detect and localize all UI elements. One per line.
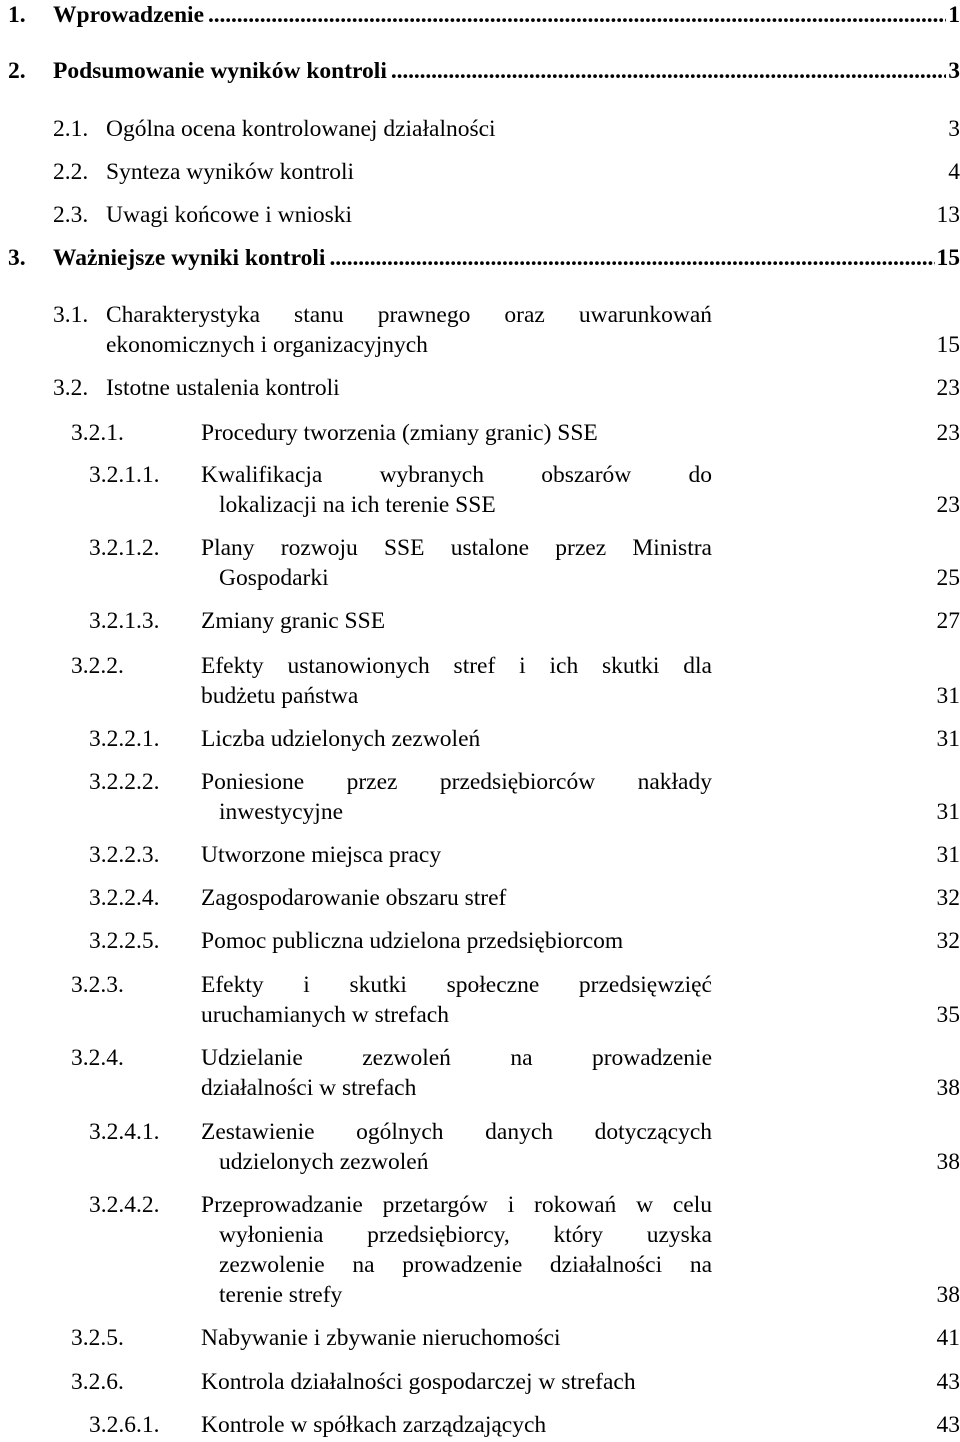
toc-page-number: 23: [936, 375, 960, 401]
toc-entry[interactable]: [0, 1367, 960, 1397]
toc-title-line: udzielonych zezwoleń: [219, 1149, 429, 1175]
toc-page-number: 35: [936, 1002, 960, 1028]
toc-entry[interactable]: [0, 651, 960, 711]
toc-title-line: ekonomicznych i organizacyjnych: [106, 332, 428, 358]
toc-title: Istotne ustalenia kontroli: [106, 375, 340, 401]
toc-page-number: 4: [948, 159, 960, 185]
toc-page-number: 23: [936, 492, 960, 518]
toc-number: 1.: [8, 0, 53, 30]
toc-title-line: Udzielanie zezwoleń na prowadzenie: [201, 1045, 712, 1071]
toc-page-number: 13: [936, 202, 960, 228]
toc-entry[interactable]: [0, 767, 960, 827]
toc-entry[interactable]: [0, 1117, 960, 1177]
toc-title: Kontrole w spółkach zarządzających: [201, 1412, 547, 1438]
toc-entry[interactable]: [0, 200, 960, 230]
toc-number: 3.2.1.2.: [89, 535, 160, 561]
toc-page-number: 3: [948, 116, 960, 142]
toc-page-number: 31: [936, 683, 960, 709]
toc-title-line: budżetu państwa: [201, 683, 359, 709]
toc-page-number: 38: [936, 1149, 960, 1175]
toc-title-line: inwestycyjne: [219, 799, 343, 825]
toc-entry[interactable]: [0, 1190, 960, 1310]
toc-entry[interactable]: [0, 418, 960, 448]
toc-entry[interactable]: [0, 606, 960, 636]
toc-number: 3.2.: [53, 375, 89, 401]
toc-title: Liczba udzielonych zezwoleń: [201, 726, 481, 752]
toc-page-number: 25: [936, 565, 960, 591]
toc-page-number: 31: [936, 799, 960, 825]
toc-title: Utworzone miejsca pracy: [201, 842, 442, 868]
toc-title-line: Przeprowadzanie przetargów i rokowań w celu: [201, 1192, 712, 1218]
toc-page-number: 41: [936, 1325, 960, 1351]
toc-page-number: 15: [936, 245, 960, 271]
toc-title: Kontrola działalności gospodarczej w strefach: [201, 1369, 636, 1395]
toc-page-number: 27: [936, 608, 960, 634]
toc-number: 2.2.: [53, 159, 89, 185]
toc-number: 3.2.2.: [71, 653, 124, 679]
toc-entry[interactable]: [0, 840, 960, 870]
toc-entry[interactable]: [0, 1410, 960, 1440]
dot-leader: [208, 0, 946, 30]
toc-number: 3.2.4.1.: [89, 1119, 160, 1145]
toc-number: 3.2.2.5.: [89, 928, 160, 954]
toc-title-line: lokalizacji na ich terenie SSE: [219, 492, 496, 518]
toc-number: 3.2.6.1.: [89, 1412, 160, 1438]
toc-entry[interactable]: [0, 1043, 960, 1103]
toc-entry[interactable]: [0, 883, 960, 913]
toc-number: 3.2.2.1.: [89, 726, 160, 752]
toc-leader-row: [8, 0, 960, 30]
toc-number: 3.2.1.3.: [89, 608, 160, 634]
toc-number: 3.2.4.2.: [89, 1192, 160, 1218]
toc-page-number: 38: [936, 1075, 960, 1101]
toc-title: Ważniejsze wyniki kontroli: [53, 243, 329, 273]
toc-entry[interactable]: [0, 0, 960, 30]
toc-title-line: Zestawienie ogólnych danych dotyczących: [201, 1119, 712, 1145]
toc-number: 3.2.3.: [71, 972, 124, 998]
toc-title: Zagospodarowanie obszaru stref: [201, 885, 507, 911]
toc-entry[interactable]: [0, 157, 960, 187]
toc-number: 3.2.5.: [71, 1325, 124, 1351]
toc-title-line: Plany rozwoju SSE ustalone przez Ministra: [201, 535, 712, 561]
toc-title: Wprowadzenie: [53, 0, 208, 30]
toc-entry[interactable]: [0, 300, 960, 360]
toc-title: Procedury tworzenia (zmiany granic) SSE: [201, 420, 598, 446]
toc-leader-row: [8, 243, 960, 273]
toc-entry[interactable]: [0, 114, 960, 144]
dot-leader: [391, 56, 946, 86]
toc-page-number: 31: [936, 842, 960, 868]
toc-title-line: Poniesione przez przedsiębiorców nakłady: [201, 769, 712, 795]
toc-number: 3.2.4.: [71, 1045, 124, 1071]
toc-entry[interactable]: [0, 970, 960, 1030]
toc-title: Ogólna ocena kontrolowanej działalności: [106, 116, 496, 142]
toc-page-number: 43: [936, 1369, 960, 1395]
toc-page-number: 32: [936, 885, 960, 911]
toc-page-number: 38: [936, 1282, 960, 1308]
toc-entry[interactable]: [0, 243, 960, 273]
toc-title-line: wyłonienia przedsiębiorcy, który uzyska: [219, 1222, 712, 1248]
toc-entry[interactable]: [0, 460, 960, 520]
toc-number: 3.: [8, 243, 53, 273]
toc-page-number: 43: [936, 1412, 960, 1438]
toc-number: 2.3.: [53, 202, 89, 228]
toc-title-line: Gospodarki: [219, 565, 329, 591]
toc-entry[interactable]: [0, 926, 960, 956]
toc-number: 3.2.2.4.: [89, 885, 160, 911]
toc-page-number: 32: [936, 928, 960, 954]
toc-entry[interactable]: [0, 373, 960, 403]
toc-title-line: uruchamianych w strefach: [201, 1002, 449, 1028]
toc-title-line: terenie strefy: [219, 1282, 343, 1308]
toc-number: 2.1.: [53, 116, 89, 142]
toc-title-line: działalności w strefach: [201, 1075, 417, 1101]
toc-title-line: Kwalifikacja wybranych obszarów do: [201, 462, 712, 488]
toc-title-line: Charakterystyka stanu prawnego oraz uwarunkowań: [106, 302, 712, 328]
toc-title: Podsumowanie wyników kontroli: [53, 56, 391, 86]
toc-entry[interactable]: [0, 724, 960, 754]
toc-title: Pomoc publiczna udzielona przedsiębiorcom: [201, 928, 624, 954]
toc-page-number: 23: [936, 420, 960, 446]
toc-number: 3.2.1.1.: [89, 462, 160, 488]
toc-page-number: 15: [936, 332, 960, 358]
toc-title-line: zezwolenie na prowadzenie działalności na: [219, 1252, 712, 1278]
toc-number: 3.2.2.2.: [89, 769, 160, 795]
toc-entry[interactable]: [0, 533, 960, 593]
toc-number: 3.2.2.3.: [89, 842, 160, 868]
toc-number: 2.: [8, 56, 53, 86]
toc-number: 3.2.1.: [71, 420, 124, 446]
toc-title: Nabywanie i zbywanie nieruchomości: [201, 1325, 561, 1351]
toc-page-number: 1: [948, 2, 960, 28]
toc-entry[interactable]: [0, 1323, 960, 1353]
dot-leader: [329, 243, 934, 273]
toc-leader-row: [8, 56, 960, 86]
toc-title: Zmiany granic SSE: [201, 608, 386, 634]
toc-title-line: Efekty i skutki społeczne przedsięwzięć: [201, 972, 712, 998]
toc-entry[interactable]: [0, 56, 960, 86]
toc-number: 3.1.: [53, 302, 89, 328]
toc-page-number: 31: [936, 726, 960, 752]
toc-title: Synteza wyników kontroli: [106, 159, 355, 185]
toc-title: Uwagi końcowe i wnioski: [106, 202, 353, 228]
toc-page-number: 3: [948, 58, 960, 84]
toc-title-line: Efekty ustanowionych stref i ich skutki dla: [201, 653, 712, 679]
toc-number: 3.2.6.: [71, 1369, 124, 1395]
